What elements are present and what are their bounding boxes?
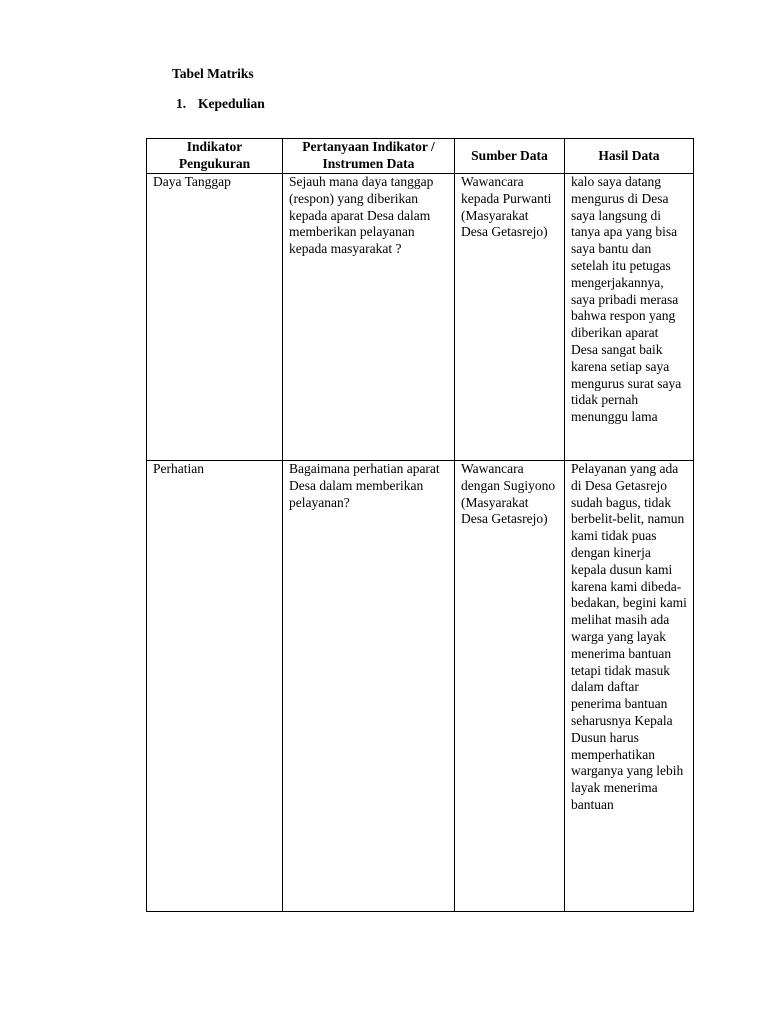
cell-pertanyaan: Bagaimana perhatian aparat Desa dalam memberikan pelayanan? xyxy=(283,461,455,912)
page-title: Tabel Matriks xyxy=(172,66,254,81)
cell-sumber: Wawancara dengan Sugiyono (Masyarakat Desa Getasrejo) xyxy=(455,461,565,912)
header-pertanyaan: Pertanyaan Indikator / Instrumen Data xyxy=(283,139,455,174)
table-row xyxy=(147,174,694,461)
cell-pertanyaan: Sejauh mana daya tanggap (respon) yang diberikan kepada aparat Desa dalam memberikan pelayanan kepada masyarakat ? xyxy=(283,174,455,461)
matrix-table xyxy=(146,138,694,912)
cell-hasil: kalo saya datang mengurus di Desa saya langsung di tanya apa yang bisa saya bantu dan setelah itu petugas mengerjakannya, saya pribadi merasa bahwa respon yang diberikan aparat Desa sangat baik karena setiap saya mengurus surat saya tidak pernah menunggu lama xyxy=(565,174,694,461)
section-label: Kepedulian xyxy=(198,96,265,111)
cell-hasil: Pelayanan yang ada di Desa Getasrejo sudah bagus, tidak berbelit-belit, namun kami tidak puas dengan kinerja kepala dusun kami karena kami dibeda-bedakan, begini kami melihat masih ada warga yang layak menerima bantuan tetapi tidak masuk dalam daftar penerima bantuan seharusnya Kepala Dusun harus memperhatikan warganya yang lebih layak menerima bantuan xyxy=(565,461,694,912)
cell-sumber: Wawancara kepada Purwanti (Masyarakat Desa Getasrejo) xyxy=(455,174,565,461)
table-row xyxy=(147,461,694,912)
cell-indikator: Perhatian xyxy=(147,461,283,912)
header-indikator: Indikator Pengukuran xyxy=(147,139,283,174)
header-hasil: Hasil Data xyxy=(565,139,694,174)
cell-indikator: Daya Tanggap xyxy=(147,174,283,461)
table-header-row xyxy=(147,139,694,174)
section-heading xyxy=(176,96,265,112)
header-sumber: Sumber Data xyxy=(455,139,565,174)
section-number: 1. xyxy=(176,96,187,111)
